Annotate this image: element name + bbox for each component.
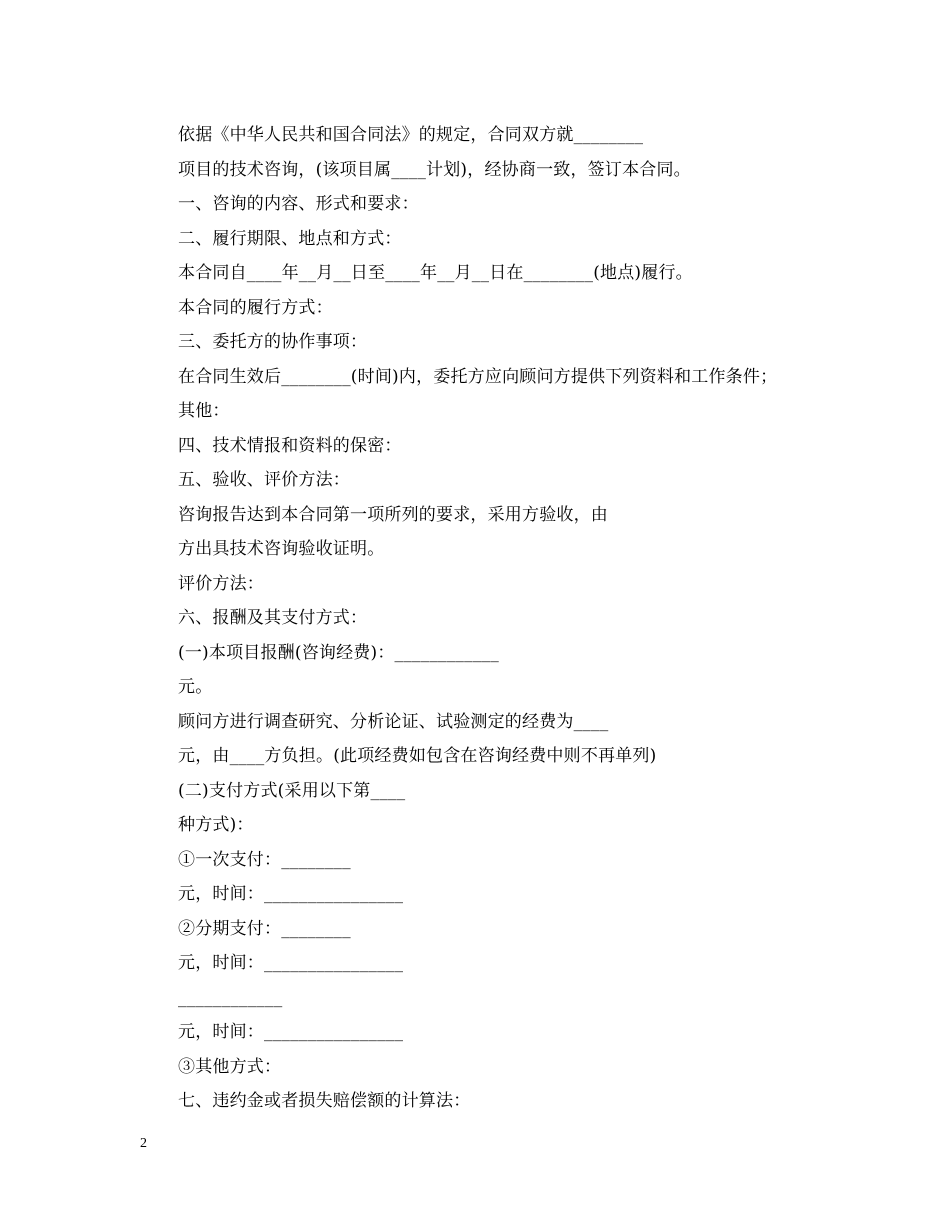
section-heading: 七、违约金或者损失赔偿额的计算法：: [178, 1091, 471, 1111]
text-line: 元，时间：________________: [178, 1022, 404, 1042]
section-heading: 一、咨询的内容、形式和要求：: [178, 194, 419, 214]
text-line: 本合同自____年__月__日至____年__月__日在________(地点)履行。: [178, 263, 693, 283]
text-line: 评价方法：: [178, 573, 264, 594]
text-line: 本合同的履行方式：: [178, 297, 333, 318]
text-line: 顾问方进行调查研究、分析论证、试验测定的经费为____: [178, 711, 609, 732]
text-line: 咨询报告达到本合同第一项所列的要求，采用方验收，由: [178, 504, 608, 525]
section-heading: 三、委托方的协作事项：: [178, 332, 368, 352]
text-line: 种方式)：: [178, 815, 254, 835]
section-heading: 二、履行期限、地点和方式：: [178, 228, 402, 249]
text-line: ②分期支付：________: [178, 918, 351, 939]
text-line: 其他：: [178, 401, 230, 421]
text-line: 在合同生效后________(时间)内，委托方应向顾问方提供下列资料和工作条件；: [178, 366, 778, 387]
text-line: (一)本项目报酬(咨询经费)：____________: [178, 642, 499, 663]
text-line: 项目的技术咨询，(该项目属____计划)，经协商一致，签订本合同。: [178, 159, 691, 180]
text-line: ①一次支付：________: [178, 849, 351, 870]
text-line: 元。: [178, 677, 213, 697]
document-body: [178, 118, 878, 1119]
text-line: 元，时间：________________: [178, 884, 404, 904]
text-line: ③其他方式：: [178, 1056, 282, 1077]
section-heading: 五、验收、评价方法：: [178, 470, 350, 490]
text-line: 元，由____方负担。(此项经费如包含在咨询经费中则不再单列): [178, 746, 657, 766]
section-heading: 四、技术情报和资料的保密：: [178, 435, 402, 456]
text-line: 方出具技术咨询验收证明。: [178, 539, 385, 559]
text-line: 依据《中华人民共和国合同法》的规定，合同双方就________: [178, 125, 644, 145]
section-heading: 六、报酬及其支付方式：: [178, 608, 368, 628]
page-number: 2: [140, 1136, 147, 1151]
text-line: (二)支付方式(采用以下第____: [178, 780, 406, 801]
text-line: 元，时间：________________: [178, 953, 404, 973]
text-line: ____________: [178, 987, 283, 1008]
